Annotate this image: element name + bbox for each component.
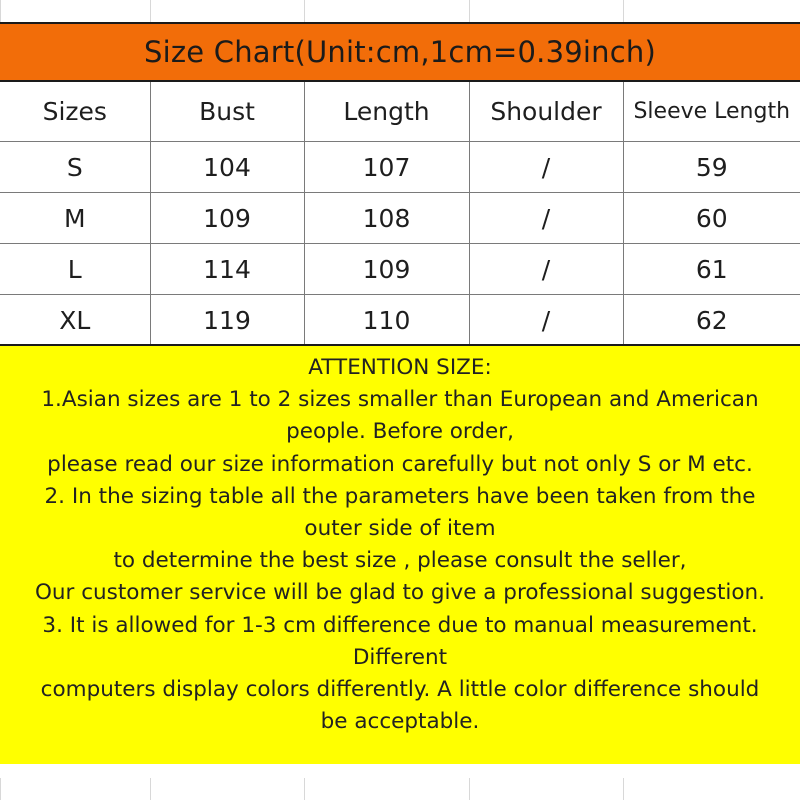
cell-size: M <box>0 193 150 244</box>
table-row <box>0 142 800 193</box>
header-shoulder: Shoulder <box>469 82 623 142</box>
table-row <box>0 244 800 295</box>
header-sleeve-length: Sleeve Length <box>623 82 800 142</box>
cell-shoulder: / <box>469 295 623 346</box>
table-header-row <box>0 82 800 142</box>
notice-line: outer side of item <box>304 516 496 542</box>
cell-length: 108 <box>304 193 469 244</box>
notice-line: to determine the best size , please consult the seller, <box>113 548 687 574</box>
header-sizes: Sizes <box>0 82 150 142</box>
notice-line: please read our size information carefully but not only S or M etc. <box>47 451 753 477</box>
cell-bust: 109 <box>150 193 304 244</box>
cell-shoulder: / <box>469 142 623 193</box>
notice-line: be acceptable. <box>320 709 480 735</box>
cell-shoulder: / <box>469 244 623 295</box>
notice-line: 2. In the sizing table all the parameters have been taken from the <box>44 483 756 509</box>
background-grid-top <box>0 0 800 22</box>
cell-size: L <box>0 244 150 295</box>
cell-length: 107 <box>304 142 469 193</box>
cell-shoulder: / <box>469 193 623 244</box>
cell-bust: 119 <box>150 295 304 346</box>
notice-line: computers display colors differently. A little color difference should <box>40 677 760 703</box>
cell-sleeve-length: 61 <box>623 244 800 295</box>
cell-size: XL <box>0 295 150 346</box>
cell-length: 109 <box>304 244 469 295</box>
notice-line: people. Before order, <box>286 419 514 445</box>
size-table <box>0 82 800 346</box>
notice-line: 1.Asian sizes are 1 to 2 sizes smaller than European and American <box>41 387 759 413</box>
background-grid-bottom <box>0 778 800 800</box>
cell-sleeve-length: 60 <box>623 193 800 244</box>
notice-line: 3. It is allowed for 1-3 cm difference due to manual measurement. <box>42 612 758 638</box>
cell-bust: 104 <box>150 142 304 193</box>
header-length: Length <box>304 82 469 142</box>
cell-size: S <box>0 142 150 193</box>
table-row <box>0 193 800 244</box>
notice-heading: ATTENTION SIZE: <box>308 355 492 380</box>
notice-line: Our customer service will be glad to give a professional suggestion. <box>35 580 765 606</box>
notice-line: Different <box>352 644 448 670</box>
cell-sleeve-length: 59 <box>623 142 800 193</box>
cell-sleeve-length: 62 <box>623 295 800 346</box>
header-bust: Bust <box>150 82 304 142</box>
table-row <box>0 295 800 346</box>
size-chart-title: Size Chart(Unit:cm,1cm=0.39inch) <box>0 22 800 82</box>
cell-length: 110 <box>304 295 469 346</box>
attention-notice <box>0 344 800 764</box>
cell-bust: 114 <box>150 244 304 295</box>
